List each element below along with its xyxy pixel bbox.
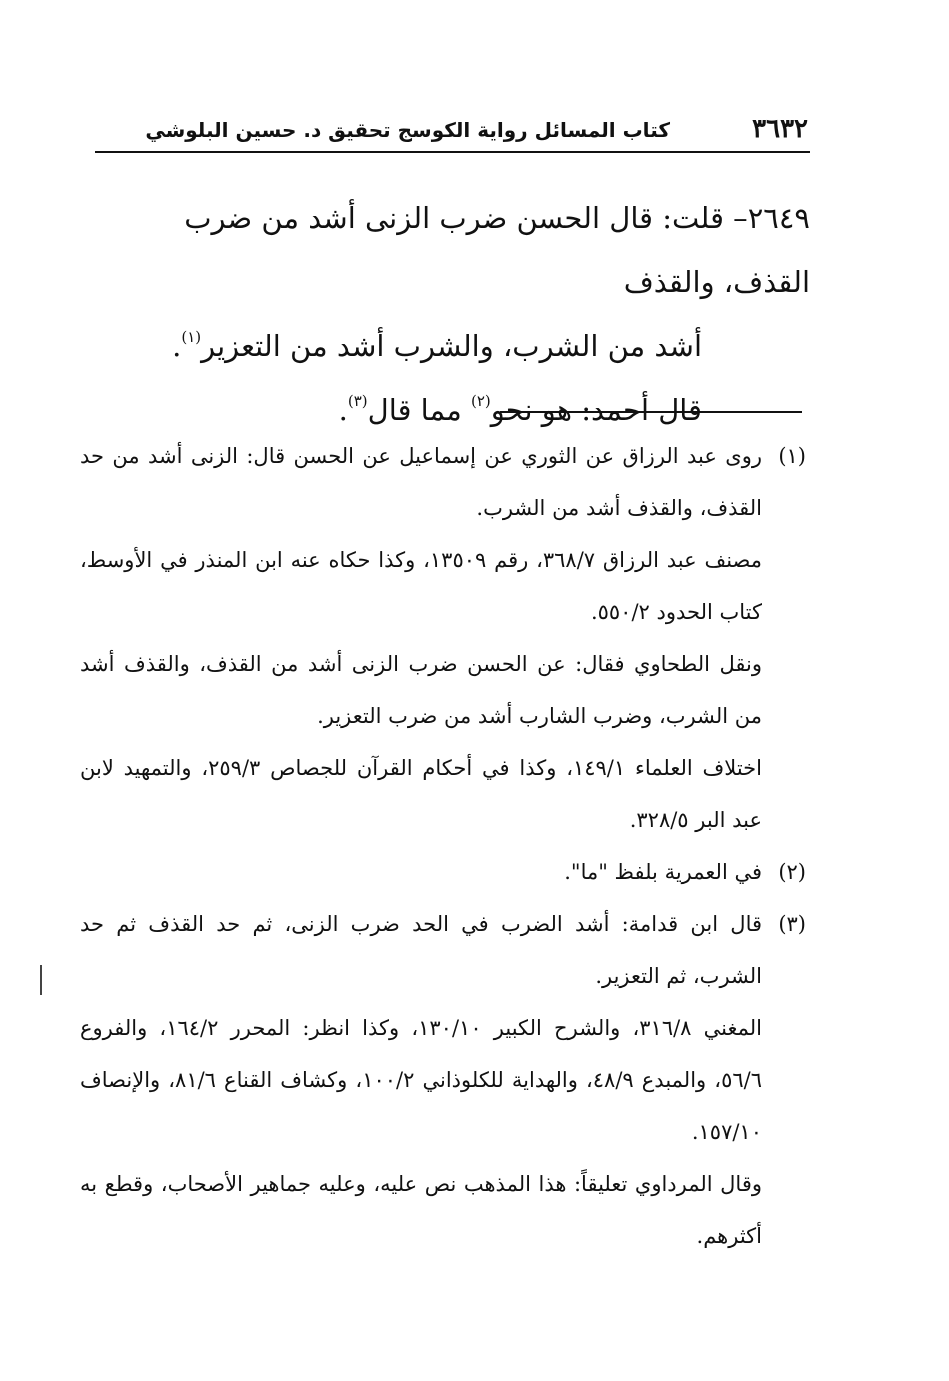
page-number: ٣٦٣٢	[752, 114, 808, 144]
footnote-ref-2[interactable]: (٢)	[471, 392, 491, 410]
margin-mark	[40, 965, 42, 995]
footnotes	[80, 430, 806, 1262]
footnote-number: (٣)	[778, 912, 806, 936]
footnote-3-para-3: وقال المرداوي تعليقاً: هذا المذهب نص عليه، وعليه جماهير الأصحاب، وقطع به أكثرهم.	[80, 1172, 762, 1248]
period: .	[172, 329, 182, 363]
issue-line-2	[95, 314, 810, 378]
footnote-ref-3[interactable]: (٣)	[347, 392, 368, 410]
running-header	[95, 112, 810, 152]
main-text	[95, 186, 810, 442]
footnote-text: قال ابن قدامة: أشد الضرب في الحد ضرب الزنى، ثم حد القذف ثم حد الشرب، ثم التعزير.	[80, 912, 762, 988]
issue-question-start: ٢٦٤٩– قلت: قال الحسن ضرب الزنى أشد من ضرب القذف، والقذف	[184, 201, 810, 299]
footnote-ref-1[interactable]: (١)	[181, 328, 202, 346]
footnote-3	[80, 898, 806, 1002]
footnote-2	[80, 846, 806, 898]
answer-end: مما قال	[367, 393, 471, 427]
issue-question-end: أشد من الشرب، والشرب أشد من التعزير	[201, 329, 702, 363]
footnote-3-para-2: المغني ٣١٦/٨، والشرح الكبير ١٣٠/١٠، وكذا انظر: المحرر ١٦٤/٢، والفروع ٥٦/٦، والمبدع ٤٨/٩، والهداية للكلوذاني ١٠٠/٢، وكشاف القناع ٨١/٦، والإنصاف ١٥٧/١٠.	[80, 1016, 762, 1144]
answer-start: قال أحمد: هو نحو	[490, 393, 702, 427]
footnote-number: (٢)	[778, 860, 806, 884]
issue-line-1	[95, 186, 810, 314]
footnote-1	[80, 430, 806, 534]
footnote-1-para-4: اختلاف العلماء ١٤٩/١، وكذا في أحكام القرآن للجصاص ٢٥٩/٣، والتمهيد لابن عبد البر ٣٢٨/٥.	[80, 756, 762, 832]
footnote-1-para-3: ونقل الطحاوي فقال: عن الحسن ضرب الزنى أشد من القذف، والقذف أشد من الشرب، وضرب الشارب أشد من ضرب التعزير.	[80, 652, 762, 728]
period: .	[338, 393, 348, 427]
footnote-number: (١)	[778, 444, 806, 468]
header-divider	[95, 151, 810, 153]
footnote-text: في العمرية بلفظ "ما".	[564, 860, 762, 884]
footnote-separator	[500, 411, 802, 413]
footnote-text: روى عبد الرزاق عن الثوري عن إسماعيل عن الحسن قال: الزنى أشد من حد القذف، والقذف أشد من الشرب.	[80, 444, 762, 520]
book-title: كتاب المسائل رواية الكوسج تحقيق د. حسين البلوشي	[145, 118, 670, 142]
footnote-1-para-2: مصنف عبد الرزاق ٣٦٨/٧، رقم ١٣٥٠٩، وكذا حكاه عنه ابن المنذر في الأوسط، كتاب الحدود ٥٥٠/٢.	[80, 548, 763, 624]
